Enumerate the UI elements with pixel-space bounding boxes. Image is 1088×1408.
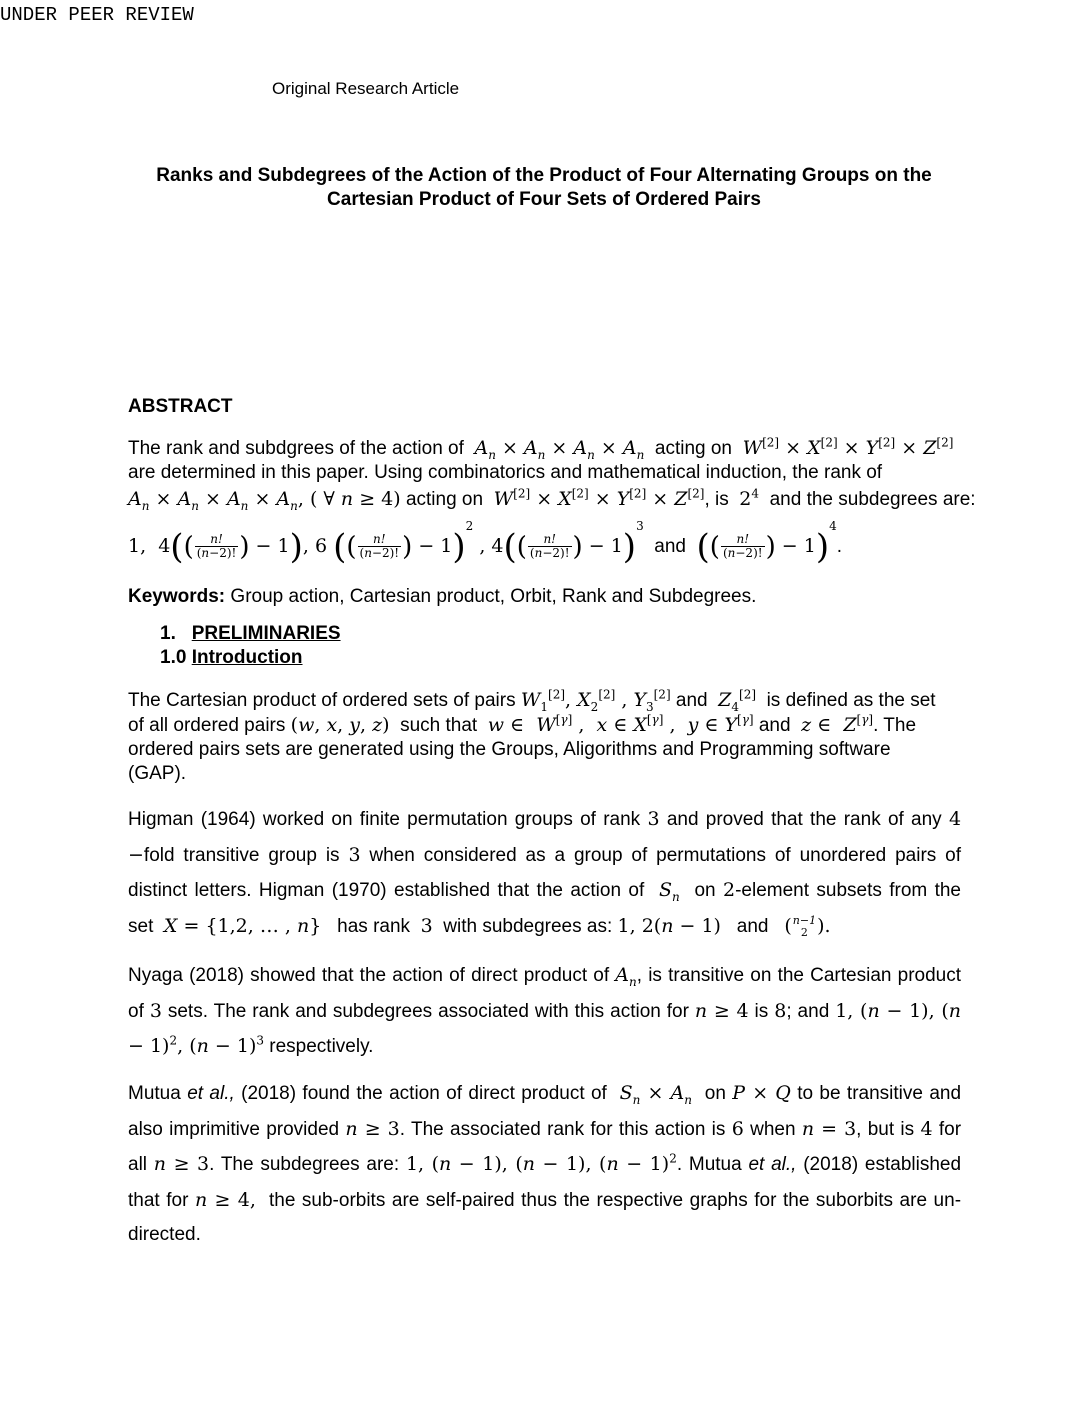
watermark: UNDER PEER REVIEW <box>0 4 194 26</box>
paragraph-higman: Higman (1964) worked on finite permutation groups of rank 3 and proved that the rank of any 4 −fold transitive group is 3 when considered as a group of permutations of unordered pairs of distinct letters. Higman (1970) established that the action of $S_n$ on 2-element subsets from the set X = {1,2, … , n} has rank 3 with subdegrees as: 1, 2(n − 1) and ( n−1 2 ). <box>128 808 962 939</box>
title-line-1: Ranks and Subdegrees of the Action of the Product of Four Alternating Groups on the <box>156 165 932 186</box>
title-line-2: Cartesian Product of Four Sets of Ordered Pairs <box>327 189 761 210</box>
paragraph-nyaga: Nyaga (2018) showed that the action of direct product of $A_n$, is transitive on the Cartesian product of 3 sets. The rank and subdegrees associated with this action for n ≥ 4 is 8; and 1, (n − 1), $(n - 1)^2$, $(n - 1)^3$ respectively. <box>128 964 961 1057</box>
paragraph-mutua: Mutua et al., (2018) found the action of direct product of $S_n \times A_n$ on P × Q to be transitive and also imprimitive provided n ≥ 3. The associated rank for this action is 6 when n = 3, but is 4 for all n ≥ 3. The subdegrees are: 1, (n − 1), (n − 1), $(n - 1)^2$. Mutua et al., (2018) established that for n ≥ 4, the sub-orbits are self-paired thus the respective graphs for the suborbits are un- directed. <box>128 1082 962 1245</box>
section-heading-introduction: 1.0 Introduction <box>160 647 303 668</box>
section-heading-preliminaries: 1. PRELIMINARIES <box>160 623 341 644</box>
abstract-body: The rank and subdgrees of the action of $A_n \times A_n \times A_n \times A_n$ acting on W[2] × X[2] × Y[2] × Z[2] are determined in this paper. Using combinatorics and mathematical induction, the rank of $A_n \times A_n \times A_n \times A_n$, ( ∀ n ≥ 4) acting on W[2] × X[2] × Y[2] × Z[2], is $2^4$ and the subdegrees are: 1, 4(( $\frac{n!}{(n-2)!}$ ) − 1), 6 (( $\frac{n!}{(n-2)!}$ ) − 1)$^2$ , 4(( $\frac{n!}{(n-2)!}$ ) − 1)$^3$ and (( $\frac{n!}{(n-2)!}$ ) − 1)$^4$. <box>128 435 976 567</box>
abstract-heading: ABSTRACT <box>128 396 233 417</box>
keywords <box>128 585 756 609</box>
paragraph-cartesian-product: The Cartesian product of ordered sets of pairs $W_1[2]$, $X_2[2]$ , $Y_3[2]$ and $Z_4[2]$ is defined as the set of all ordered pairs (w, x, y, z) such that w ∈ W[γ] , x ∈ X[γ] , y ∈ Y[γ] and z ∈ Z[γ]. The ordered pairs sets are generated using the Groups, Aligorithms and Programming software (GAP). <box>128 687 936 784</box>
keywords-text: Group action, Cartesian product, Orbit, Rank and Subdegrees. <box>230 586 757 607</box>
page-title <box>100 164 988 212</box>
article-type: Original Research Article <box>272 79 460 98</box>
keywords-label: Keywords: <box>128 586 226 607</box>
